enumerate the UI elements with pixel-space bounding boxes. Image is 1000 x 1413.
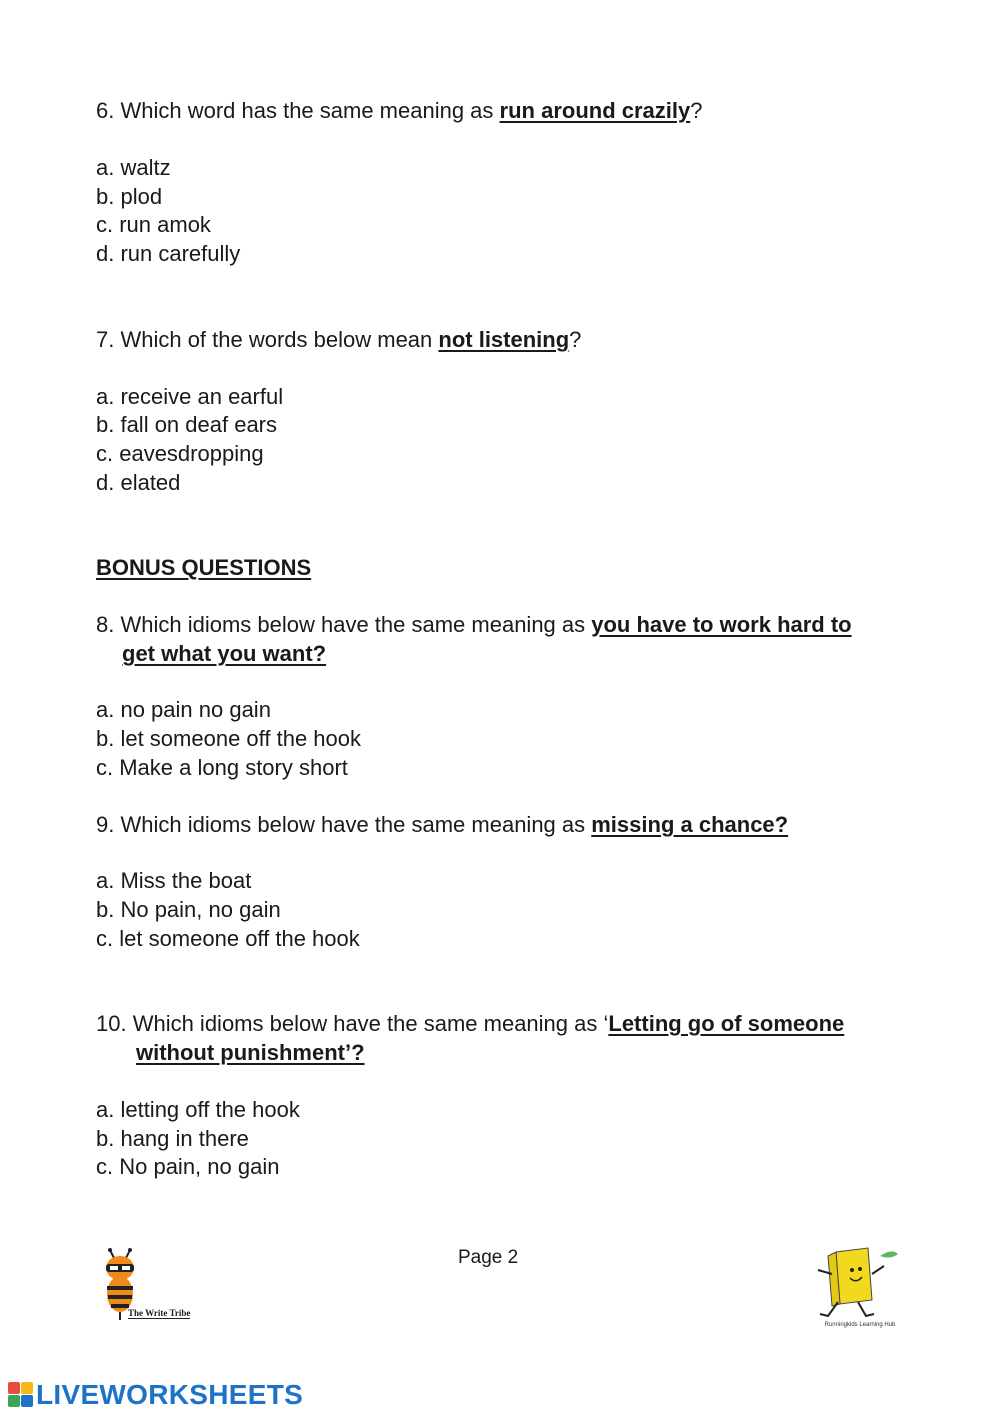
question-10-emphasis: Letting go of someone — [608, 1011, 845, 1036]
question-9-emphasis: missing a chance? — [591, 812, 789, 837]
question-7-emphasis: not listening — [438, 327, 570, 352]
running-book-icon — [808, 1244, 912, 1324]
question-9-option-c[interactable]: c. let someone off the hook — [96, 926, 360, 951]
page-number: Page 2 — [458, 1247, 519, 1268]
question-7-suffix: ? — [569, 327, 582, 352]
question-7-option-a[interactable]: a. receive an earful — [96, 384, 284, 409]
question-10-option-c[interactable]: c. No pain, no gain — [96, 1154, 280, 1179]
runningkids-logo — [808, 1244, 912, 1344]
liveworksheets-wordmark: LIVEWORKSHEETS — [36, 1379, 304, 1410]
runningkids-logo-text: Runningkids Learning Hub — [824, 1322, 896, 1328]
question-6-prompt: 6. Which word has the same meaning as — [96, 98, 500, 123]
question-10 — [96, 1010, 844, 1038]
question-8-prompt: 8. Which idioms below have the same meaning as — [96, 612, 592, 637]
question-9 — [96, 811, 788, 839]
question-6-suffix: ? — [690, 98, 703, 123]
question-6-option-a[interactable]: a. waltz — [96, 155, 171, 180]
question-7 — [96, 326, 581, 354]
question-7-option-c[interactable]: c. eavesdropping — [96, 441, 264, 466]
question-6 — [96, 97, 703, 125]
question-8 — [96, 611, 852, 639]
liveworksheets-brand[interactable] — [8, 1380, 303, 1410]
question-9-option-a[interactable]: a. Miss the boat — [96, 868, 252, 893]
bonus-heading: BONUS QUESTIONS — [96, 555, 312, 580]
question-7-option-b[interactable]: b. fall on deaf ears — [96, 412, 278, 437]
write-tribe-logo — [98, 1248, 208, 1328]
question-9-option-b[interactable]: b. No pain, no gain — [96, 897, 281, 922]
write-tribe-logo-text: The Write Tribe — [128, 1308, 191, 1318]
question-7-prompt: 7. Which of the words below mean — [96, 327, 439, 352]
question-10-emphasis-continued: without punishment’? — [136, 1040, 365, 1065]
question-6-option-c[interactable]: c. run amok — [96, 212, 211, 237]
question-10-prompt: 10. Which idioms below have the same meaning as ‘ — [96, 1011, 609, 1036]
question-7-option-d[interactable]: d. elated — [96, 470, 181, 495]
question-8-emphasis: you have to work hard to — [591, 612, 852, 637]
question-6-option-b[interactable]: b. plod — [96, 184, 163, 209]
question-8-option-b[interactable]: b. let someone off the hook — [96, 726, 361, 751]
question-10-option-a[interactable]: a. letting off the hook — [96, 1097, 300, 1122]
question-8-option-c[interactable]: c. Make a long story short — [96, 755, 348, 780]
liveworksheets-blocks-icon — [8, 1382, 34, 1408]
question-9-prompt: 9. Which idioms below have the same meaning as — [96, 812, 592, 837]
question-8-emphasis-continued: get what you want? — [122, 641, 327, 666]
question-6-emphasis: run around crazily — [499, 98, 691, 123]
question-10-option-b[interactable]: b. hang in there — [96, 1126, 249, 1151]
question-6-option-d[interactable]: d. run carefully — [96, 241, 241, 266]
question-8-option-a[interactable]: a. no pain no gain — [96, 697, 271, 722]
